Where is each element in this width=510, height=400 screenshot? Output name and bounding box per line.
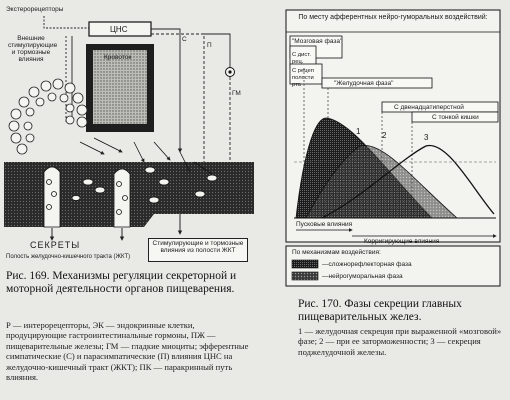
curve-label-1: 1 bbox=[356, 127, 361, 136]
curve-label-3: 3 bbox=[424, 133, 429, 142]
fig170-svg bbox=[282, 8, 504, 288]
curve-label-2: 2 bbox=[382, 131, 387, 140]
legend-neuro: —нейрогуморальная фаза bbox=[322, 273, 403, 280]
stimulating-box: Стимулирующие и тормозные влияния из полости ЖКТ bbox=[148, 238, 248, 262]
receptor-label: С рецеп полости рта bbox=[292, 68, 314, 88]
corrective-label: Корригирующие влияния bbox=[364, 238, 440, 245]
fig169-caption-body: Р — интерорецепторы, ЭК — эндокринные клетки, продуцирующие гастроинтестинальные гормоны, ПЖ — пищеварительные железы; ГМ — гладкие миоциты; эфферентные симпатические (С) и парасимпатические (П) влияния ЦНС на желудочно-кишечный тракт (ЖКТ); ПК — паракринный путь влияния. bbox=[6, 320, 249, 383]
fig170-caption-body: 1 — желудочная секреция при выраженной «мозговой» фазе; 2 — при ее заторможенности; 3 — секреция поджелудочной железы. bbox=[298, 326, 502, 357]
blood-flow-label: Кровоток bbox=[104, 54, 132, 61]
conditioned-label: С дист. рец. bbox=[292, 52, 311, 65]
fig170-header: По месту афферентных нейро-гуморальных воздействий: bbox=[298, 14, 488, 21]
fig170-diagram bbox=[282, 8, 504, 288]
external-influences-label: Внешние стимулирующие и тормозные влияния bbox=[8, 35, 58, 63]
cns-label: ЦНС bbox=[110, 25, 128, 34]
duodenal-label: С двенадцатиперстной bbox=[394, 104, 464, 111]
parasympathetic-label: П bbox=[207, 42, 212, 49]
legend-header: По механизмам воздействия: bbox=[292, 249, 381, 256]
fig169-caption-title: Рис. 169. Механизмы регуляции секреторной и моторной деятельности органов пищеварения. bbox=[6, 270, 237, 295]
exteroreceptors-label: Экстерорецепторы bbox=[6, 6, 64, 13]
fig170-caption-title: Рис. 170. Фазы секреции главных пищеварительных желез. bbox=[298, 298, 462, 323]
legend-reflex: —сложнорефлекторная фаза bbox=[322, 261, 412, 268]
trigger-label: Пусковые влияния bbox=[296, 221, 353, 228]
gastric-phase-label: "Желудочная фаза" bbox=[334, 80, 394, 87]
sympathetic-label: С bbox=[182, 36, 187, 43]
small-intestine-label: С тонкой кишки bbox=[432, 114, 479, 121]
secrets-label: СЕКРЕТЫ bbox=[30, 240, 81, 250]
git-cavity-label: Полость желудочно-кишечного тракта (ЖКТ) bbox=[6, 254, 131, 260]
fig169-diagram bbox=[4, 2, 254, 260]
smooth-muscle-label: ГМ bbox=[232, 90, 241, 97]
brain-phase-label: "Мозговая фаза" bbox=[292, 38, 343, 45]
